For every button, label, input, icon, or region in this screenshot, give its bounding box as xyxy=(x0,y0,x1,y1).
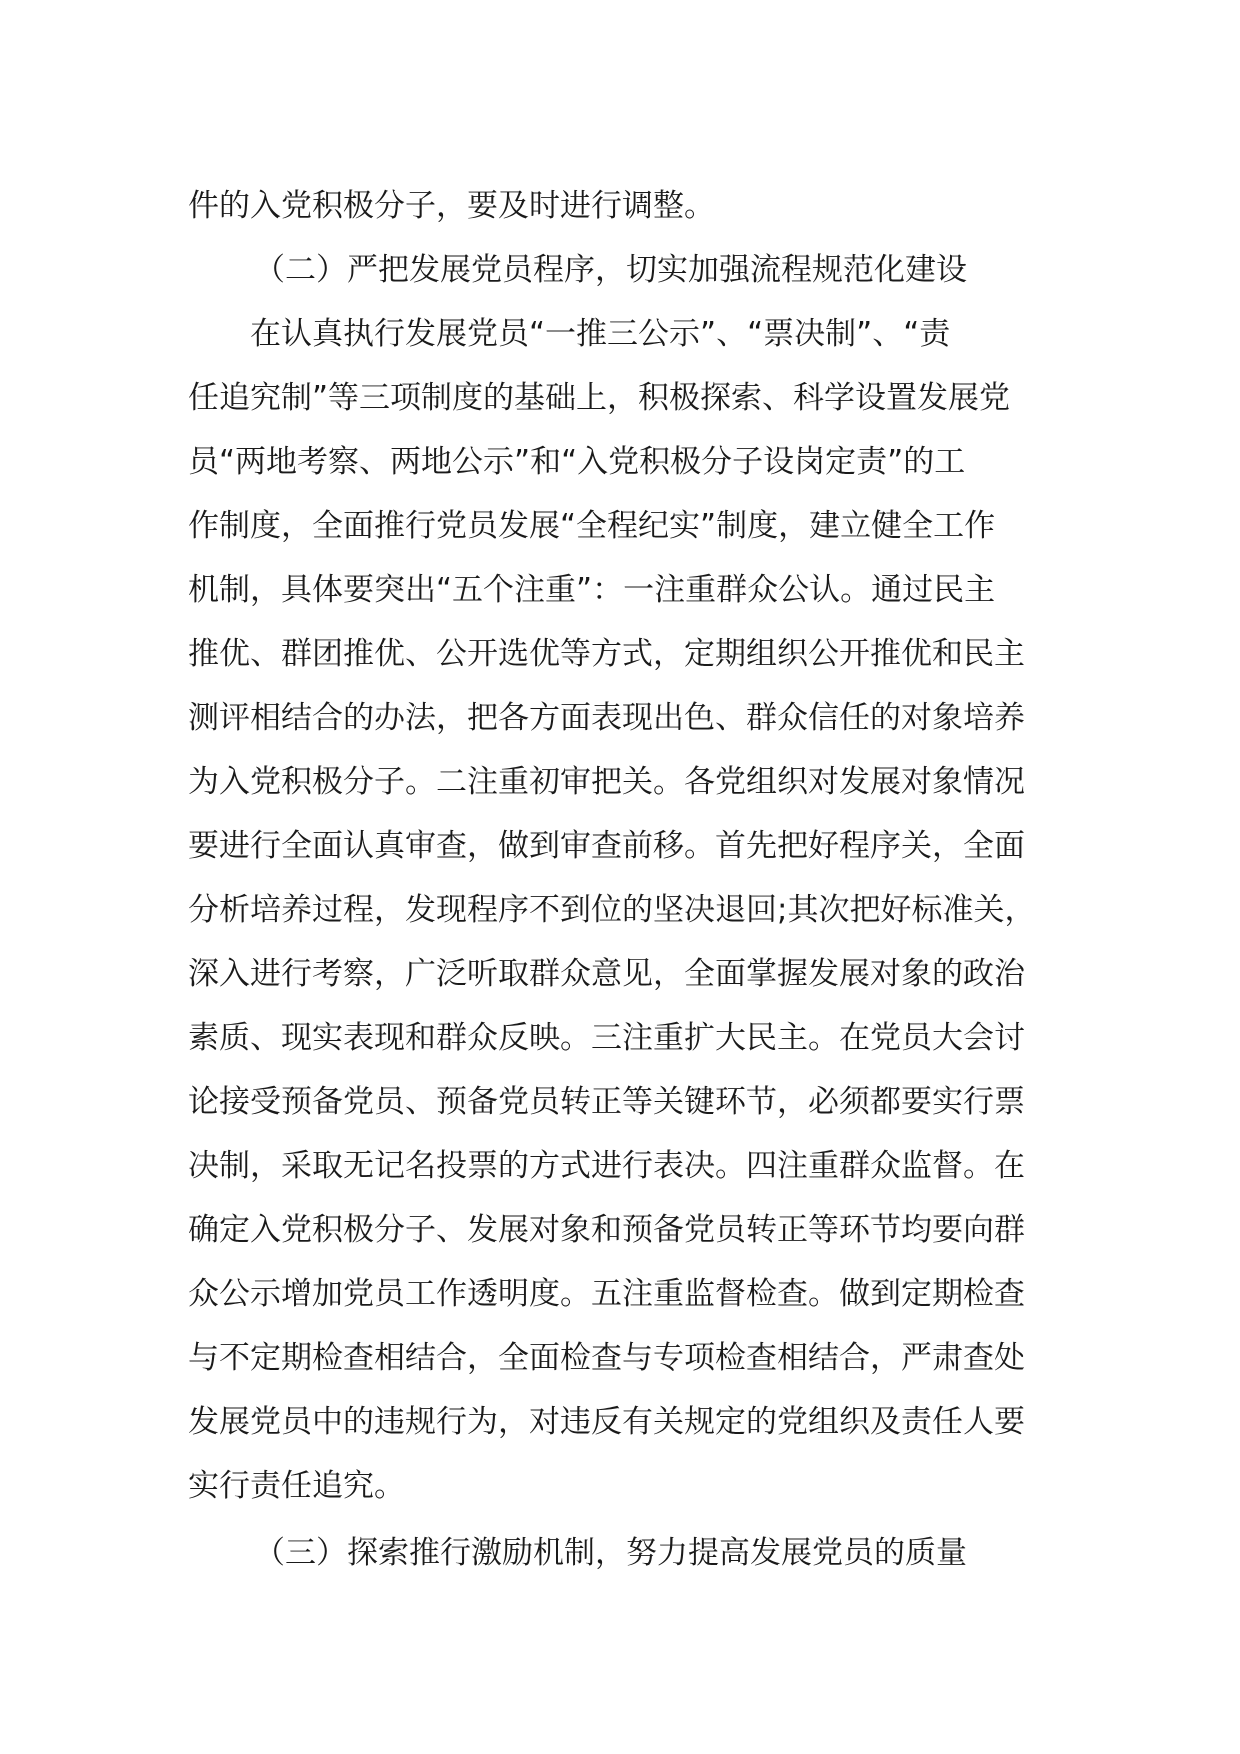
paragraph-line: 作制度，全面推行党员发展“全程纪实”制度，建立健全工作 xyxy=(188,508,996,544)
paragraph-line: 件的入党积极分子，要及时进行调整。 xyxy=(188,188,715,224)
paragraph-line: 要进行全面认真审查，做到审查前移。首先把好程序关，全面 xyxy=(188,828,1025,864)
paragraph-line: 测评相结合的办法，把各方面表现出色、群众信任的对象培养 xyxy=(188,700,1025,736)
paragraph-line: 为入党积极分子。二注重初审把关。各党组织对发展对象情况 xyxy=(188,764,1025,800)
section-heading: （三）探索推行激励机制，努力提高发展党员的质量 xyxy=(254,1535,967,1571)
paragraph-line: 实行责任追究。 xyxy=(188,1468,405,1504)
paragraph-line: 论接受预备党员、预备党员转正等关键环节，必须都要实行票 xyxy=(188,1084,1025,1120)
paragraph-line: 确定入党积极分子、发展对象和预备党员转正等环节均要向群 xyxy=(188,1212,1025,1248)
paragraph-line: 众公示增加党员工作透明度。五注重监督检查。做到定期检查 xyxy=(188,1276,1025,1312)
paragraph-line: 在认真执行发展党员“一推三公示”、“票决制”、“责 xyxy=(250,316,951,352)
paragraph-line: 深入进行考察，广泛听取群众意见，全面掌握发展对象的政治 xyxy=(188,956,1025,992)
paragraph-line: 素质、现实表现和群众反映。三注重扩大民主。在党员大会讨 xyxy=(188,1020,1025,1056)
paragraph-line: 员“两地考察、两地公示”和“入党积极分子设岗定责”的工 xyxy=(188,444,966,480)
paragraph-line: 决制，采取无记名投票的方式进行表决。四注重群众监督。在 xyxy=(188,1148,1025,1184)
paragraph-line: 任追究制”等三项制度的基础上，积极探索、科学设置发展党 xyxy=(188,380,1011,416)
paragraph-line: 发展党员中的违规行为，对违反有关规定的党组织及责任人要 xyxy=(188,1404,1025,1440)
document-body xyxy=(188,174,1054,1585)
paragraph-line: 推优、群团推优、公开选优等方式，定期组织公开推优和民主 xyxy=(188,636,1025,672)
paragraph-line: 分析培养过程，发现程序不到位的坚决退回;其次把好标准关， xyxy=(188,892,1036,928)
section-heading: （二）严把发展党员程序，切实加强流程规范化建设 xyxy=(254,252,967,288)
paragraph-line: 机制，具体要突出“五个注重”：一注重群众公认。通过民主 xyxy=(188,572,996,608)
paragraph-line: 与不定期检查相结合，全面检查与专项检查相结合，严肃查处 xyxy=(188,1340,1025,1376)
